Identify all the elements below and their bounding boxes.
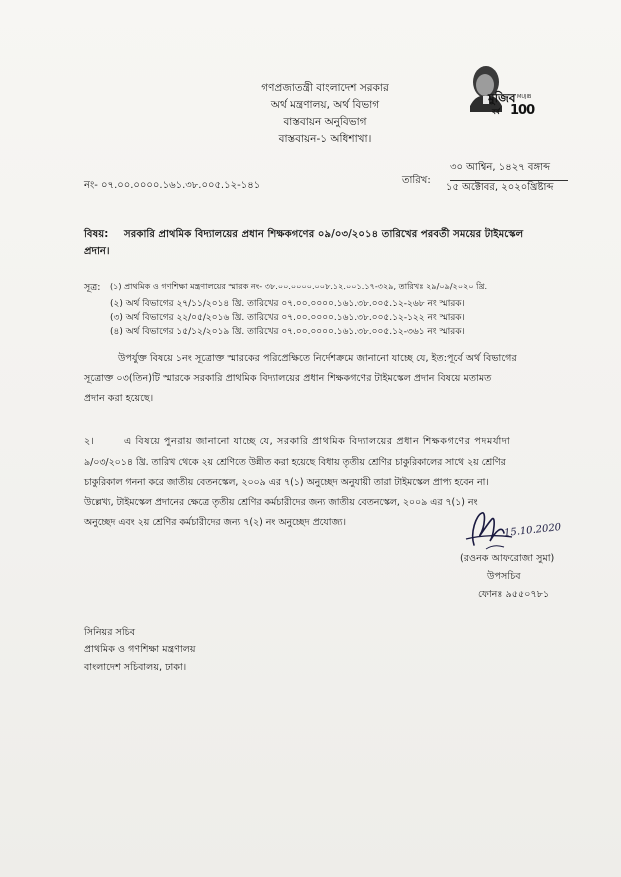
subject-line-1: সরকারি প্রাথমিক বিদ্যালয়ের প্রধান শিক্ষকগণের ০৯/০৩/২০১৪ তারিখের পরবর্তী সময়ের টাইমস্কেল <box>124 229 524 240</box>
paragraph-1-line-2: সূত্রোক্ত ০৩(তিন)টি স্মারকে সরকারি প্রাথমিক বিদ্যালয়ের প্রধান শিক্ষকগণের টাইমস্কেল প্রদান বিষয়ে মতামত <box>84 373 492 384</box>
reference-item-1: (১) প্রাথমিক ও গণশিক্ষা মন্ত্রণালয়ের স্মারক নং- ৩৮.০০.০০০০.০০৮.১২.০০১.১৭-৩২৯, তারিখঃ ২৯/০৯/২০২০ খ্রি. <box>110 281 488 291</box>
paragraph-2-line-3: চাকুরিকাল গননা করে জাতীয় বেতনস্কেল, ২০০৯ এর ৭(১) অনুচ্ছেদ অনুযায়ী তারা টাইমস্কেল প্রাপ্য হবেন না। <box>84 477 489 488</box>
subject-line-2: প্রদান। <box>84 246 110 257</box>
date-bangla: ৩০ আশ্বিন, ১৪২৭ বঙ্গাব্দ <box>450 160 568 181</box>
references-label: সূত্র: <box>84 282 101 293</box>
handwritten-signature <box>452 505 592 555</box>
header-ministry: অর্থ মন্ত্রণালয়, অর্থ বিভাগ <box>270 99 380 111</box>
reference-item-4: (৪) অর্থ বিভাগের ১৫/১২/২০১৯ খ্রি. তারিখের ০৭.০০.০০০০.১৬১.৩৮.০০৫.১২-৩৬১ নং স্মারক। <box>110 327 465 337</box>
header-government: গণপ্রজাতন্ত্রী বাংলাদেশ সরকার <box>261 82 389 94</box>
logo-text-main: মুজিব <box>488 91 516 105</box>
paragraph-1-line-3: প্রদান করা হয়েছে। <box>84 393 154 404</box>
mujib-borsho-logo <box>462 60 535 124</box>
signatory-name: (রওনক আফরোজা সুমা) <box>460 553 555 564</box>
recipient-ministry: প্রাথমিক ও গণশিক্ষা মন্ত্রণালয় <box>84 644 196 655</box>
logo-text-sub: বর্ষ <box>492 108 500 116</box>
subject-label: বিষয়: <box>84 229 109 240</box>
recipient-address: বাংলাদেশ সচিবালয়, ঢাকা। <box>84 662 187 673</box>
date-english: ১৫ অক্টোবর, ২০২০খ্রিষ্টাব্দ <box>446 182 554 193</box>
paragraph-2-number: ২। <box>84 436 94 447</box>
header-branch: বাস্তবায়ন-১ অধিশাখা। <box>278 133 372 145</box>
paragraph-2-line-2: ৯/০৩/২০১৪ খ্রি. তারিখ থেকে ২য় শ্রেণিতে উন্নীত করা হয়েছে বিধায় তৃতীয় শ্রেণির চাকুরিকালের সাথে ২য় শ্রেণির <box>84 457 506 468</box>
recipient-title: সিনিয়র সচিব <box>84 627 136 638</box>
logo-text-num: 100 <box>510 103 535 118</box>
paragraph-1-line-1: উপর্যুক্ত বিষয়ে ১নং সূত্রোক্ত স্মারকের পরিপ্রেক্ষিতে নির্দেশক্রমে জানানো যাচ্ছে যে, ইত:পূর্বে অর্থ বিভাগের <box>118 353 517 364</box>
header-block <box>210 80 440 148</box>
signature-date: 15.10.2020 <box>503 522 562 539</box>
signatory-designation: উপসচিব <box>487 571 521 582</box>
signatory-phone: ফোনঃ ৯৫৫০৭৮১ <box>478 589 550 600</box>
paragraph-2-line-5: অনুচ্ছেদ এবং ২য় শ্রেণির কর্মচারীদের জন্য ৭(২) নং অনুচ্ছেদ প্রযোজ্য। <box>84 517 346 528</box>
header-division: বাস্তবায়ন অনুবিভাগ <box>283 116 367 128</box>
paragraph-2-line-1: এ বিষয়ে পুনরায় জানানো যাচ্ছে যে, সরকারি প্রাথমিক বিদ্যালয়ের প্রধান শিক্ষকগণের পদমর্যাদা <box>124 436 511 447</box>
reference-item-3: (৩) অর্থ বিভাগের ২২/০৫/২০১৬ খ্রি. তারিখের ০৭.০০.০০০০.১৬১.৩৮.০০৫.১২-১২২ নং স্মারক। <box>110 313 465 323</box>
memo-number: নং- ০৭.০০.০০০০.১৬১.৩৮.০০৫.১২-১৪১ <box>84 180 261 191</box>
logo-text-tag: MUJIB <box>517 94 532 100</box>
paragraph-2-line-4: উল্লেখ্য, টাইমস্কেল প্রদানের ক্ষেত্রে তৃতীয় শ্রেণির কর্মচারীদের জন্য জাতীয় বেতনস্কেল, ২০০৯ এর ৭(১) নং <box>84 497 478 508</box>
reference-item-2: (২) অর্থ বিভাগের ২৭/১১/২০১৪ খ্রি. তারিখের ০৭.০০.০০০০.১৬১.৩৮.০০৫.১২-২৬৮ নং স্মারক। <box>110 299 465 309</box>
date-label: তারিখ: <box>402 175 431 186</box>
